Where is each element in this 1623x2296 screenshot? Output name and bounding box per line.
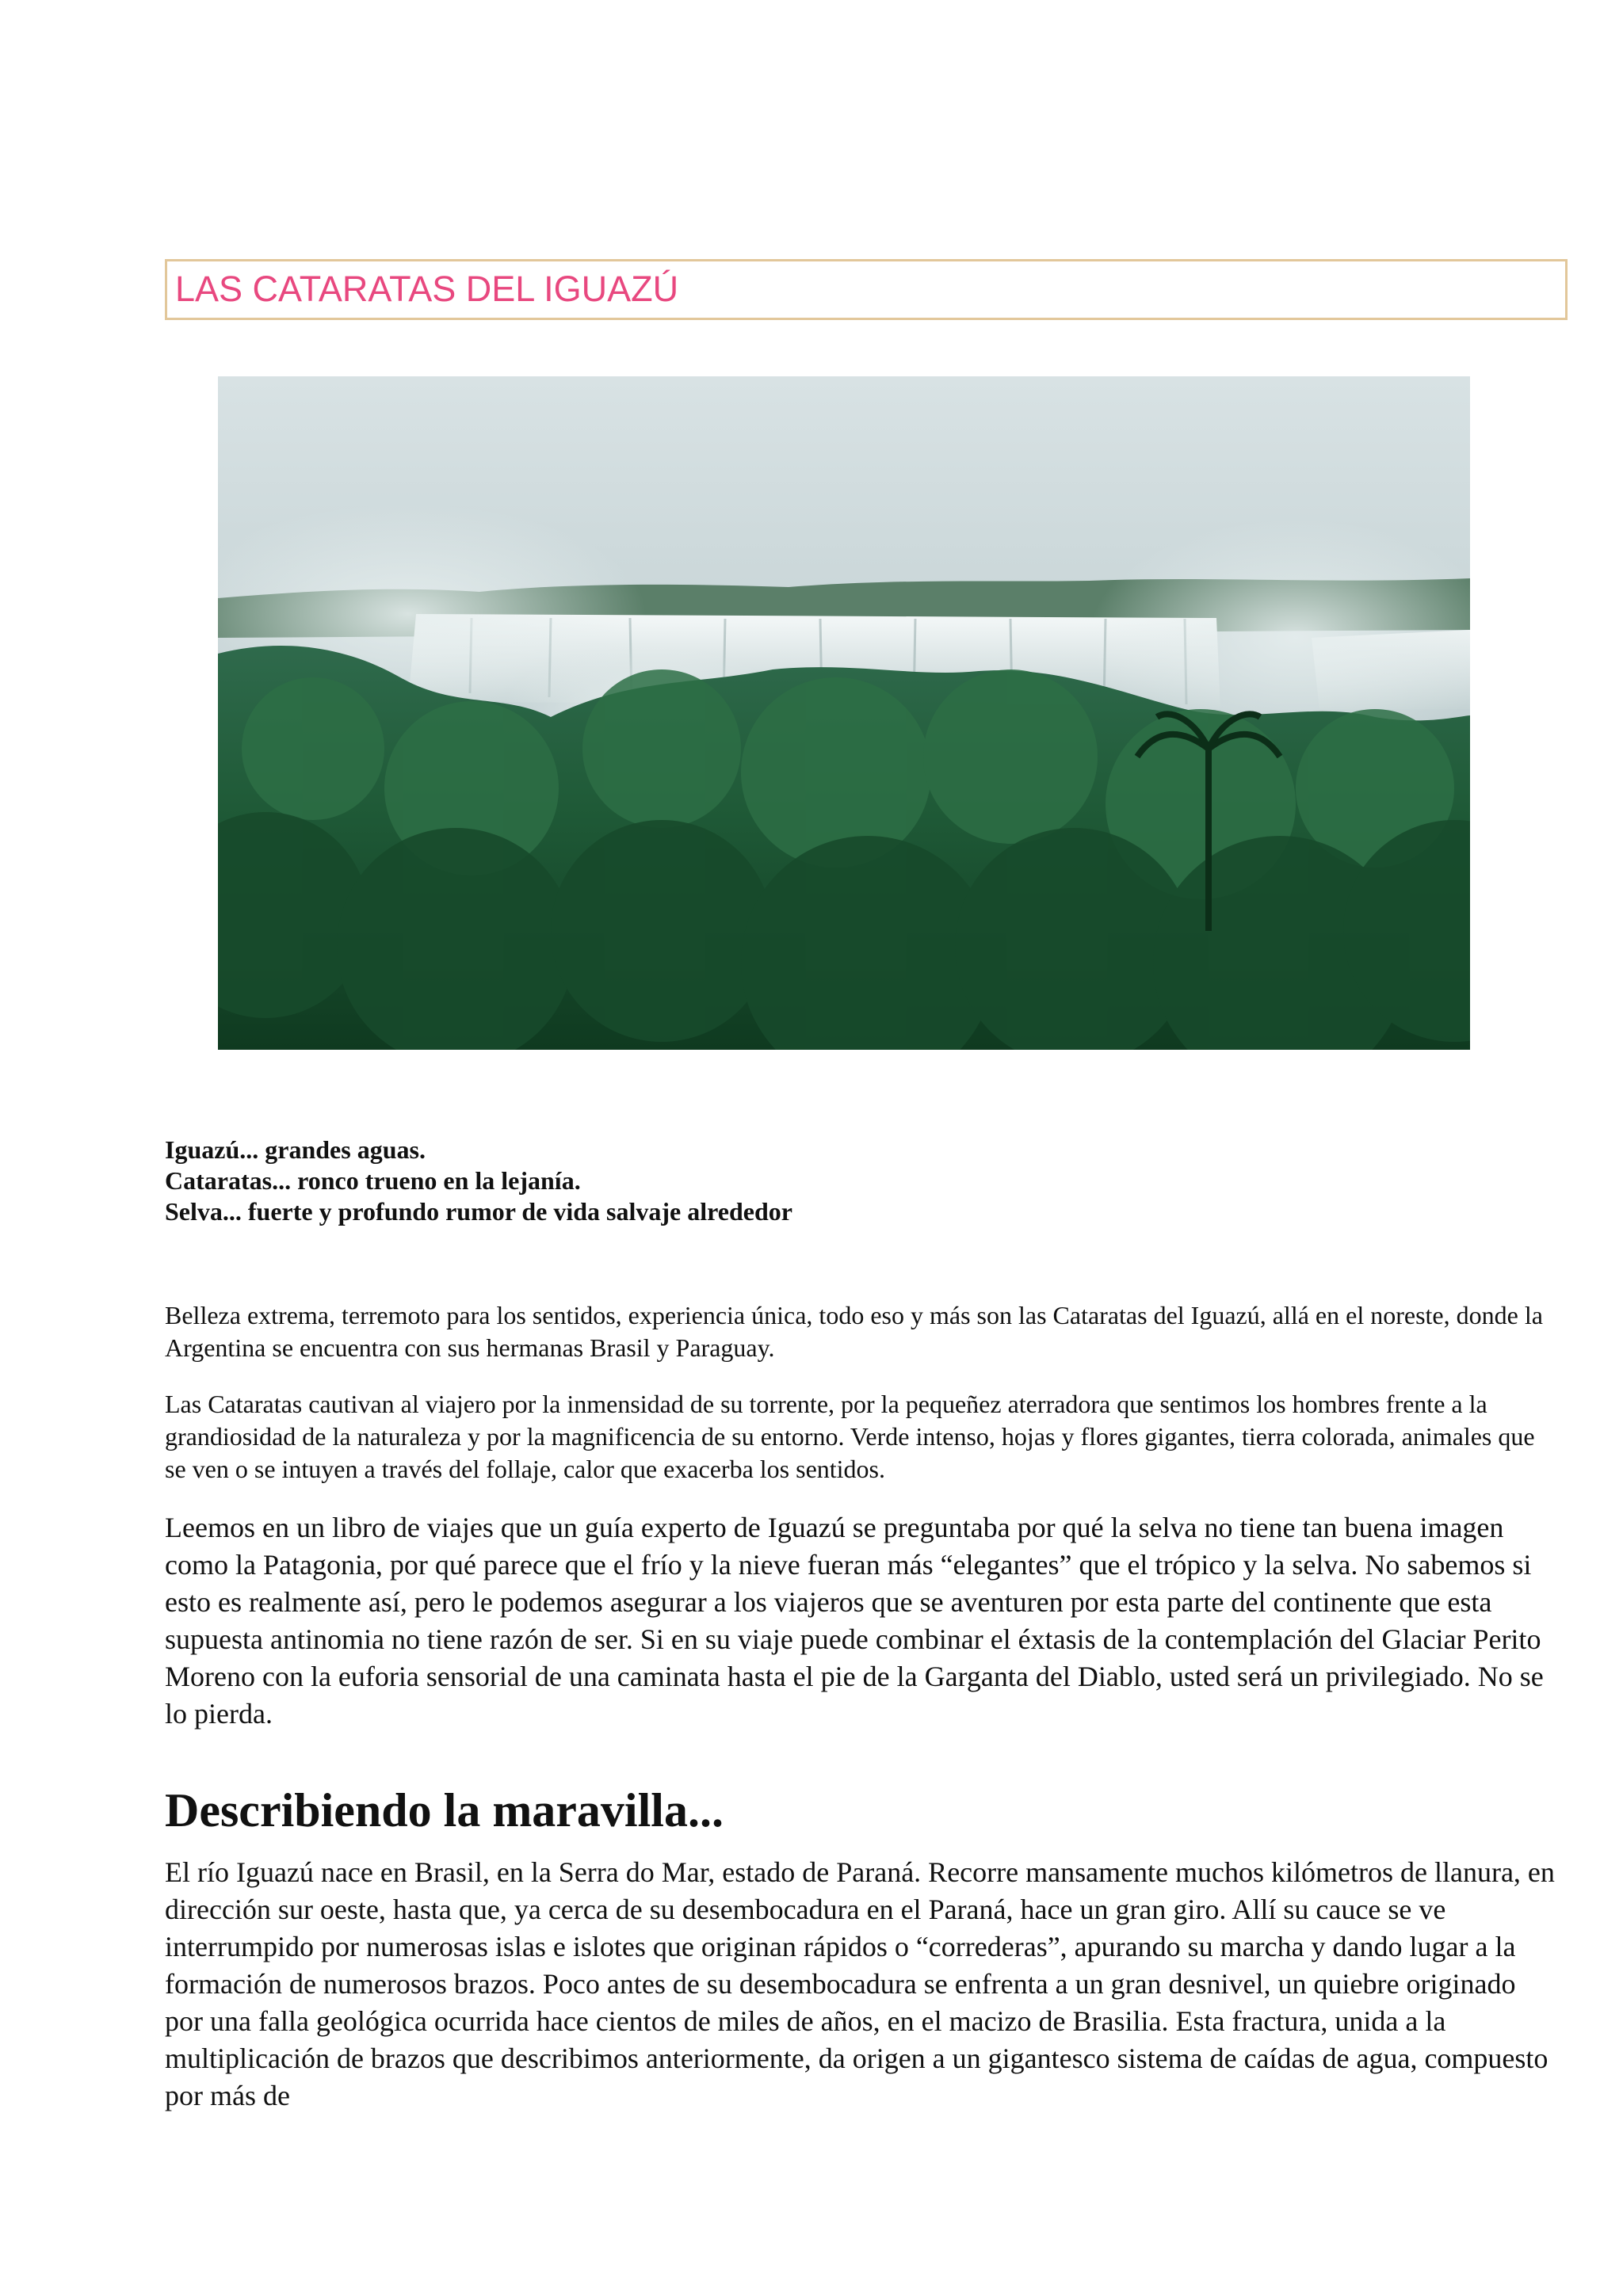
- waterfall-photo: [218, 376, 1470, 1050]
- intro-line: Cataratas... ronco trueno en la lejanía.: [165, 1166, 581, 1195]
- paragraph-3: Leemos en un libro de viajes que un guía experto de Iguazú se preguntaba por qué la selva no tiene tan buena imagen como la Patagonia, por qué parece que el frío y la nieve fueran más “elegantes” que el trópico y la selva. No sabemos si esto es realmente así, pero le podemos asegurar a los viajeros que se aventuren por esta parte del continente que esta supuesta antinomia no tiene razón de ser. Si en su viaje puede combinar el éxtasis de la contemplación del Glaciar Perito Moreno con la euforia sensorial de una caminata hasta el pie de la Garganta del Diablo, usted será un privilegiado. No se lo pierda.: [165, 1512, 1544, 1730]
- section-heading: Describiendo la maravilla...: [165, 1784, 724, 1836]
- intro-line: Iguazú... grandes aguas.: [165, 1135, 426, 1164]
- paragraph-2: Las Cataratas cautivan al viajero por la inmensidad de su torrente, por la pequeñez aterradora que sentimos los hombres frente a la grandiosidad de la naturaleza y por la magnificencia de su entorno. Verde intenso, hojas y flores gigantes, tierra colorada, animales que se ven o se intuyen a través del follaje, calor que exacerba los sentidos.: [165, 1390, 1535, 1483]
- paragraph-1: Belleza extrema, terremoto para los sentidos, experiencia única, todo eso y más son las Cataratas del Iguazú, allá en el noreste, donde la Argentina se encuentra con sus hermanas Brasil y Paraguay.: [165, 1301, 1543, 1362]
- intro-line: Selva... fuerte y profundo rumor de vida salvaje alrededor: [165, 1197, 792, 1226]
- paragraph-4: El río Iguazú nace en Brasil, en la Serra do Mar, estado de Paraná. Recorre mansamente muchos kilómetros de llanura, en dirección sur oeste, hasta que, ya cerca de su desembocadura en el Paraná, hace un gran giro. Allí su cauce se ve interrumpido por numerosas islas e islotes que originan rápidos o “correderas”, apurando su marcha y dando lugar a la formación de numerosos brazos. Poco antes de su desembocadura se enfrenta a un gran desnivel, un quiebre originado por una falla geológica ocurrida hace cientos de miles de años, en el macizo de Brasilia. Esta fractura, unida a la multiplicación de brazos que describimos anteriormente, da origen a un gigantesco sistema de caídas de agua, compuesto por más de: [165, 1856, 1555, 2111]
- title-box: [165, 259, 1568, 320]
- page-title: LAS CATARATAS DEL IGUAZÚ: [175, 269, 679, 309]
- intro-verses: [165, 1135, 1560, 1227]
